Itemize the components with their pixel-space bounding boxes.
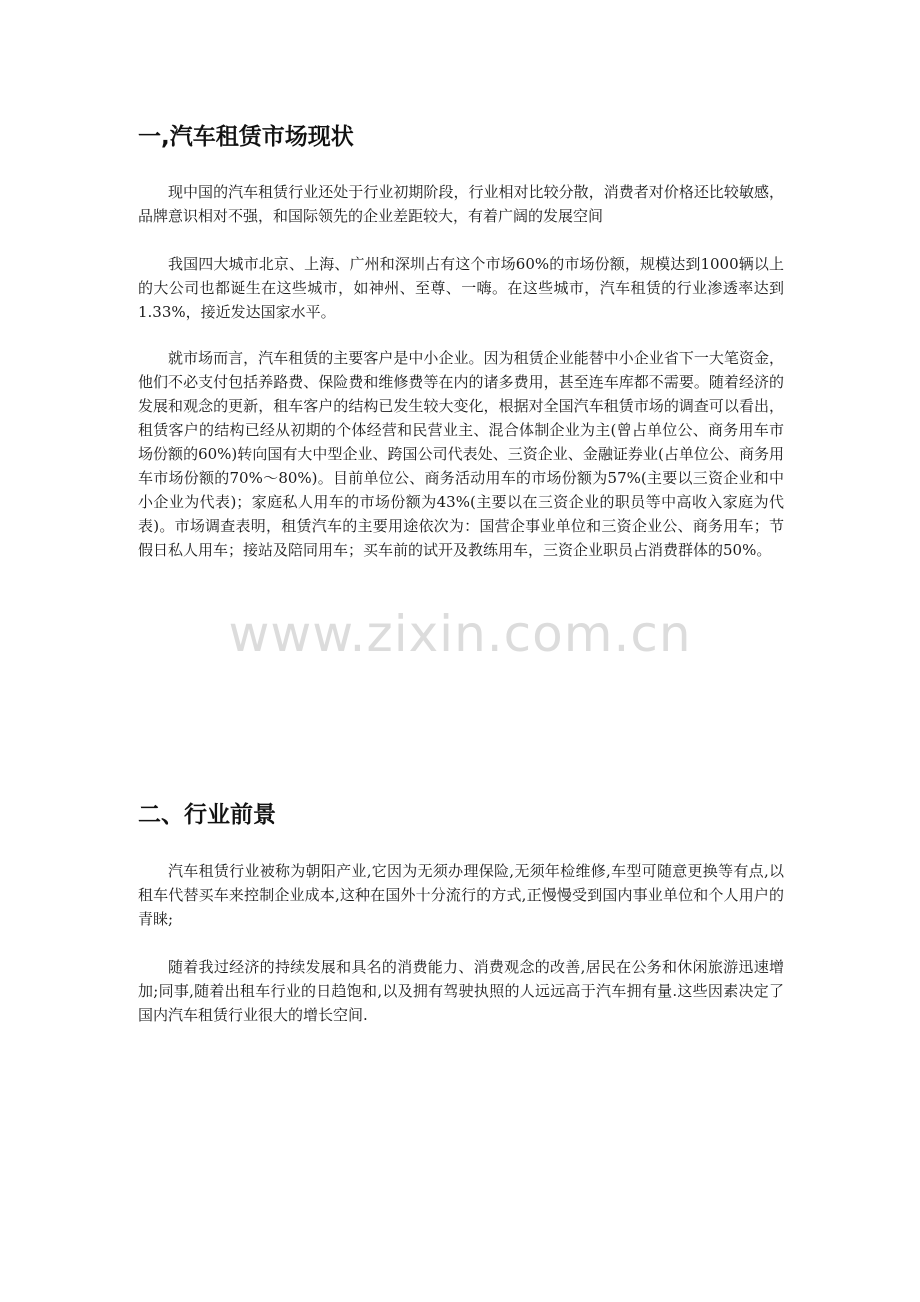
- section-1-paragraph-3: 就市场而言，汽车租赁的主要客户是中小企业。因为租赁企业能替中小企业省下一大笔资金，他们不必支付包括养路费、保险费和维修费等在内的诸多费用，甚至连车库都不需要。随着经济的发展和观念的更新，租车客户的结构已发生较大变化，根据对全国汽车租赁市场的调查可以看出，租赁客户的结构已经从初期的个体经营和民营业主、混合体制企业为主(曾占单位公、商务用车市场份额的60%)转向国有大中型企业、跨国公司代表处、三资企业、金融证券业(占单位公、商务用车市场份额的70%～80%)。目前单位公、商务活动用车的市场份额为57%(主要以三资企业和中小企业为代表)；家庭私人用车的市场份额为43%(主要以在三资企业的职员等中高收入家庭为代表)。市场调查表明，租赁汽车的主要用途依次为：国营企事业单位和三资企业公、商务用车；节假日私人用车；接站及陪同用车；买车前的试开及教练用车，三资企业职员占消费群体的50%。: [138, 349, 784, 559]
- section-2-title: 二、行业前景: [138, 802, 276, 828]
- section-1-title: 一,汽车租赁市场现状: [138, 124, 354, 150]
- section-1-paragraph-1: 现中国的汽车租赁行业还处于行业初期阶段，行业相对比较分散，消费者对价格还比较敏感，品牌意识相对不强，和国际领先的企业差距较大，有着广阔的发展空间: [138, 183, 784, 225]
- watermark: www.zixin.com.cn: [228, 605, 692, 663]
- section-1-paragraph-2: 我国四大城市北京、上海、广州和深圳占有这个市场60%的市场份额，规模达到1000辆以上的大公司也都诞生在这些城市，如神州、至尊、一嗨。在这些城市，汽车租赁的行业渗透率达到1.33%，接近发达国家水平。: [138, 255, 784, 321]
- section-2-paragraph-2: 随着我过经济的持续发展和具名的消费能力、消费观念的改善,居民在公务和休闲旅游迅速增加;同事,随着出租车行业的日趋饱和,以及拥有驾驶执照的人远远高于汽车拥有量.这些因素决定了国内汽车租赁行业很大的增长空间.: [138, 958, 784, 1024]
- section-2-paragraph-1: 汽车租赁行业被称为朝阳产业,它因为无须办理保险,无须年检维修,车型可随意更换等有点,以租车代替买车来控制企业成本,这种在国外十分流行的方式,正慢慢受到国内事业单位和个人用户的青睐;: [138, 862, 784, 928]
